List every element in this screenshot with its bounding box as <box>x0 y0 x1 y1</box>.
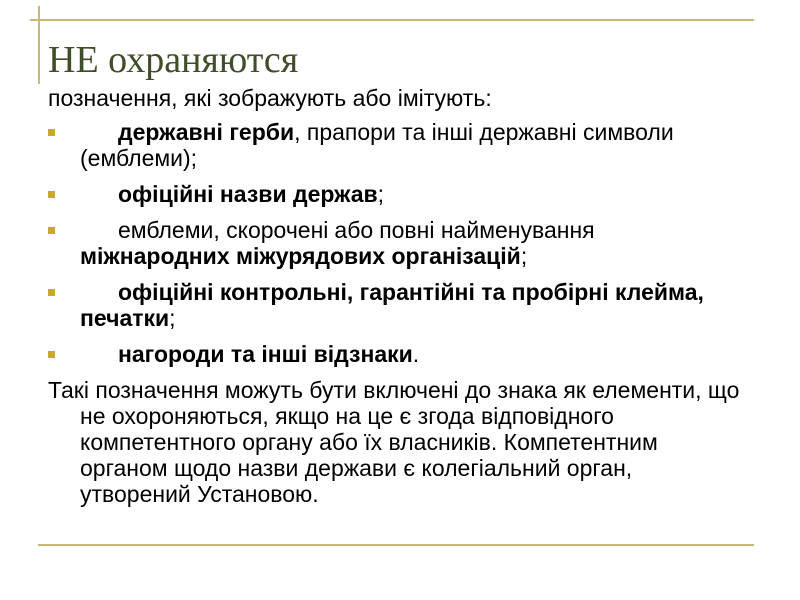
intro-text: позначення, які зображують або імітують: <box>48 85 492 111</box>
square-bullet-icon <box>48 351 55 358</box>
square-bullet-icon <box>48 289 55 296</box>
bullet-text: . <box>412 341 420 367</box>
square-bullet-icon <box>48 227 55 234</box>
bullet-text: повні найменування <box>379 217 595 243</box>
bullet-bold: офіційні назви держав <box>118 181 378 207</box>
bullet-item <box>48 279 748 331</box>
bullet-text: , прапори та інші державні символи (емблеми); <box>80 119 674 171</box>
bullet-bold: нагороди та інші відзнаки <box>118 341 413 367</box>
top-rule <box>30 19 754 21</box>
slide-title: НЕ охраняются <box>48 39 299 81</box>
bullet-item <box>48 341 748 367</box>
bottom-rule <box>38 544 754 546</box>
bullet-bold: офіційні контрольні, гарантійні та пробірні клейма, печатки <box>80 279 704 331</box>
bullet-text: ; <box>169 305 176 331</box>
bullet-text: емблеми, скорочені <box>118 217 329 243</box>
closing-paragraph: Такі позначення можуть бути включені до знака як елементи, що не охороняються, якщо на це є згода відповідного компетентного органу або їх власників. Компетентним органом щодо назви держави є колегіальний орган, утворений Установою. <box>48 377 740 507</box>
left-rule <box>38 6 40 84</box>
square-bullet-icon <box>48 129 55 136</box>
bullet-bold: міжнародних міжурядових організацій <box>80 243 521 269</box>
bullet-item <box>48 217 748 269</box>
bullet-text: ; <box>377 181 385 207</box>
bullet-text: ; <box>520 243 528 269</box>
bullet-text: або <box>334 217 374 243</box>
bullet-bold: державні герби <box>118 119 295 145</box>
bullet-list <box>48 119 748 367</box>
bullet-item <box>48 119 748 171</box>
bullet-item <box>48 181 748 207</box>
slide-body <box>48 85 748 507</box>
square-bullet-icon <box>48 191 55 198</box>
